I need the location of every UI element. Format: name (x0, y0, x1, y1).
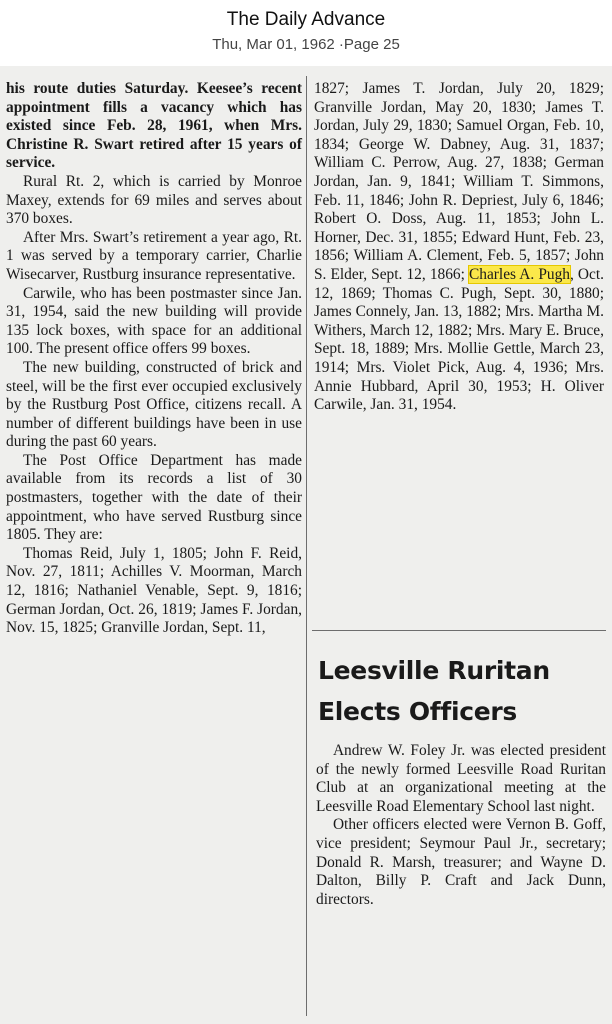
article-paragraph: The Post Office Department has made available from its records a list of 30 postmasters, together with the date of their appointment, who have served Rustburg since 1805. They are: (6, 451, 302, 544)
left-column (6, 80, 302, 638)
newspaper-clipping (0, 66, 612, 1024)
issue-date-page: Thu, Mar 01, 1962 ·Page 25 (212, 36, 400, 53)
postmaster-list: Thomas Reid, July 1, 1805; John F. Reid, Nov. 27, 1811; Achilles V. Moorman, March 12, 1816; Nathaniel Venable, Sept. 9, 1816; German Jordan, Oct. 26, 1819; James F. Jordan, Nov. 15, 1825; Granville Jordan, Sept. 11, (6, 544, 302, 637)
article-paragraph: Rural Rt. 2, which is carried by Monroe Maxey, extends for 69 miles and serves about 370 boxes. (6, 172, 302, 228)
article-paragraph: After Mrs. Swart’s retirement a year ago, Rt. 1 was served by a temporary carrier, Charlie Wisecarver, Rustburg insurance representative. (6, 228, 302, 283)
right-column (314, 80, 604, 415)
newspaper-title: The Daily Advance (226, 9, 386, 30)
postmaster-list-after: , Oct. 12, 1869; Thomas C. Pugh, Sept. 30, 1880; James Connely, Jan. 13, 1882; Mrs. Martha M. Withers, March 12, 1882; Mrs. Mary E. Bruce, Sept. 18, 1889; Mrs. Mollie Gettle, March 23, 1914; Mrs. Violet Pick, Aug. 4, 1936; Mrs. Annie Hubbard, April 30, 1953; H. Oliver Carwile, Jan. 31, 1954. (314, 265, 605, 414)
article-headline: Leesville Ruritan Elects Officers (318, 656, 550, 726)
postmaster-list-before: 1827; James T. Jordan, July 20, 1829; Granville Jordan, May 20, 1830; James T. Jordan, July 29, 1830; Samuel Organ, Feb. 10, 1834; George W. Dabney, Aug. 31, 1837; William C. Perrow, Aug. 27, 1838; German Jordan, Jan. 9, 1841; William T. Simmons, Feb. 11, 1846; John R. Depriest, July 6, 1846; Robert O. Doss, Aug. 11, 1853; John L. Horner, Dec. 31, 1855; Edward Hunt, Feb. 23, 1856; William A. Clement, Feb. 5, 1857; John S. Elder, Sept. 12, 1866; (314, 80, 604, 283)
ruritan-article (316, 742, 606, 909)
article-paragraph: The new building, constructed of brick and steel, will be the first ever occupied exclusively by the Rustburg Post Office, citizens recall. A number of different buildings have been in use during the past 60 years. (6, 358, 302, 451)
column-divider (306, 76, 307, 1016)
section-divider (312, 630, 606, 631)
page-header (0, 0, 612, 62)
highlighted-name: Charles A. Pugh (469, 265, 570, 283)
postmaster-list-continued (314, 80, 604, 415)
article-paragraph: Other officers elected were Vernon B. Goff, vice president; Seymour Paul Jr., secretary; Donald R. Marsh, treasurer; and Wayne D. Dalton, Billy P. Craft and Jack Dunn, directors. (316, 816, 606, 908)
article-paragraph: Andrew W. Foley Jr. was elected president of the newly formed Leesville Road Ruritan Club at an organizational meeting at the Leesville Road Elementary School last night. (316, 742, 606, 815)
article-paragraph: his route duties Saturday. Keesee’s recent appointment fills a vacancy which has existed since Feb. 28, 1961, when Mrs. Christine R. Swart retired after 15 years of service. (6, 80, 302, 172)
article-paragraph: Carwile, who has been postmaster since Jan. 31, 1954, said the new building will provide 135 lock boxes, with space for an additional 100. The present office offers 99 boxes. (6, 284, 302, 358)
